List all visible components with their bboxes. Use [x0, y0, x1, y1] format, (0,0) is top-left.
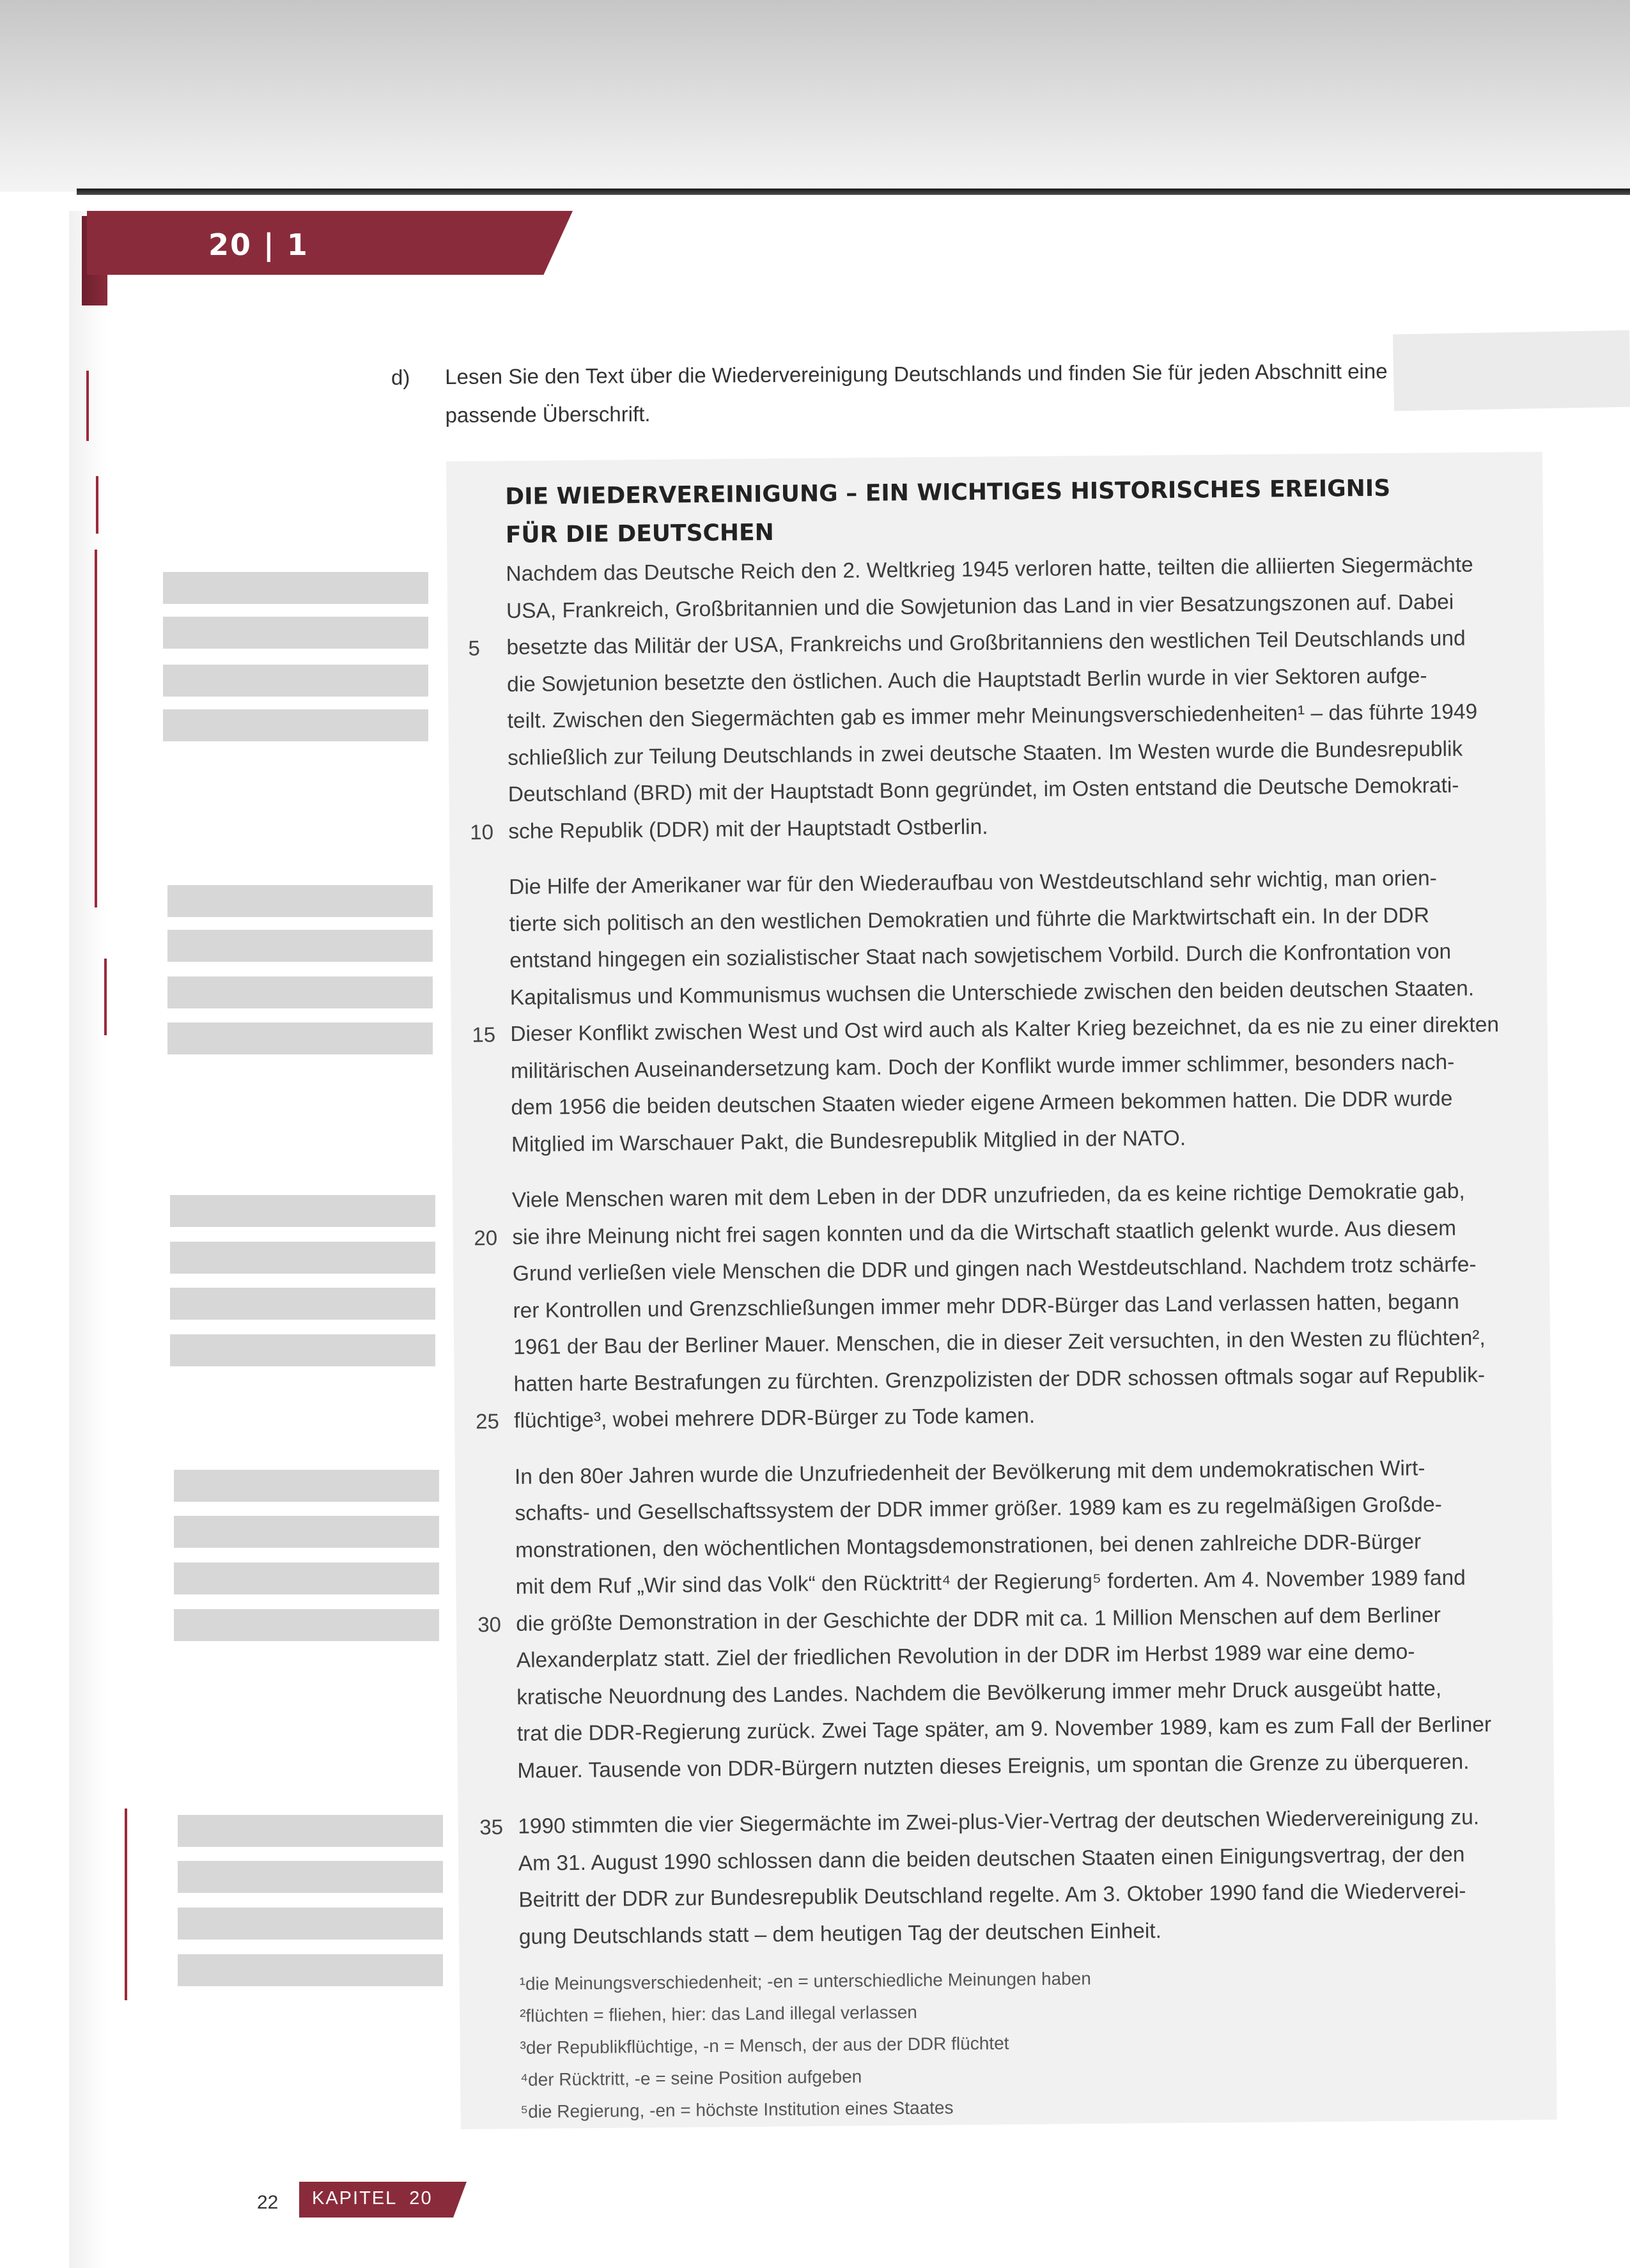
heading-answer-bar [167, 930, 433, 962]
text-line: gung Deutschlands statt – dem heutigen Tag der deutschen Einheit. [518, 1918, 1162, 1949]
text-line: Nachdem das Deutsche Reich den 2. Weltkrieg 1945 verloren hatte, teilten die alliierten Siegermächte [506, 553, 1473, 586]
heading-answer-bar [174, 1516, 439, 1548]
text-line: entstand hingegen ein sozialistischer Staat nach sowjetischem Vorbild. Durch die Konfrontation von [509, 939, 1452, 973]
article-title-line: FÜR DIE DEUTSCHEN [505, 519, 774, 548]
text-line: die Sowjetunion besetzte den östlichen. Auch die Hauptstadt Berlin wurde in vier Sektoren aufge- [506, 663, 1427, 697]
text-line: Alexanderplatz statt. Ziel der friedlichen Revolution in der DDR im Herbst 1989 war eine demo- [516, 1640, 1415, 1672]
text-line: rer Kontrollen und Grenzschließungen immer mehr DDR-Bürger das Land verlassen hatten, begann [513, 1290, 1459, 1323]
line-number: 15 [472, 1022, 496, 1047]
paragraph-4 [477, 1449, 1515, 1789]
task-label: d) [391, 366, 410, 389]
footnotes [519, 1959, 1517, 2128]
text-line: Grund verließen viele Menschen die DDR und gingen nach Westdeutschland. Nachdem trotz schärfe- [512, 1253, 1477, 1286]
margin-mark [125, 1809, 127, 2000]
heading-answer-bar [178, 1861, 443, 1893]
text-line: 30 die größte Demonstration in der Geschichte der DDR mit ca. 1 Million Menschen auf dem Berliner [516, 1596, 1513, 1642]
heading-answer-bar [163, 617, 428, 649]
text-line: 1961 der Bau der Berliner Mauer. Menschen, die in dieser Zeit versuchten, in den Westen zu flüchten², [513, 1326, 1486, 1359]
heading-answer-bar [170, 1334, 435, 1366]
text-line: militärischen Auseinandersetzung kam. Doch der Konflikt wurde immer schlimmer, besonders nach- [510, 1050, 1455, 1083]
text-line: USA, Frankreich, Großbritannien und die Sowjetunion das Land in vier Besatzungszonen auf. Dabei [506, 590, 1454, 623]
heading-answer-bar [163, 665, 428, 697]
heading-answer-bar [167, 1022, 433, 1054]
paragraph-2 [472, 860, 1509, 1163]
margin-mark [86, 371, 89, 441]
margin-mark [104, 959, 107, 1035]
line-number: 20 [474, 1225, 498, 1250]
text-line: Mauer. Tausende von DDR-Bürgern nutzten dieses Ereignis, um spontan die Grenze zu überqueren. [517, 1750, 1470, 1783]
heading-answer-bar [170, 1195, 435, 1227]
chapter-section-number: 20 | 1 [208, 228, 309, 262]
footnote: ⁴der Rücktritt, -e = seine Position aufgeben [520, 2066, 862, 2090]
line-number: 30 [477, 1612, 502, 1636]
line-number: 10 [470, 819, 494, 844]
text-line: schließlich zur Teilung Deutschlands in zwei deutsche Staaten. Im Westen wurde die Bundesrepublik [508, 737, 1463, 770]
heading-answer-bar [174, 1470, 439, 1502]
text-line: 5 besetzte das Militär der USA, Frankreichs und Großbritanniens den westlichen Teil Deutschlands und [506, 620, 1503, 666]
line-number: 5 [468, 636, 481, 660]
text-line: teilt. Zwischen den Siegermächten gab es immer mehr Meinungsverschiedenheiten¹ – das führte 1949 [507, 700, 1478, 733]
footnote: ⁵die Regierung, -en = höchste Institution eines Staates [520, 2097, 954, 2122]
text-line: tierte sich politisch an den westlichen Demokratien und führte die Marktwirtschaft ein. In der DDR [509, 903, 1430, 936]
heading-answer-bar [167, 976, 433, 1008]
chapter-banner [87, 211, 573, 275]
text-line: Beitritt der DDR zur Bundesrepublik Deutschland regelte. Am 3. Oktober 1990 fand die Wiederverei- [518, 1879, 1466, 1912]
text-line: mit dem Ruf „Wir sind das Volk“ den Rücktritt⁴ der Regierung⁵ forderten. Am 4. November 1989 fand [515, 1566, 1466, 1599]
heading-answer-bar [178, 1815, 443, 1847]
chapter-tab-label: KAPITEL 20 [312, 2188, 433, 2209]
footnote: ³der Republikflüchtige, -n = Mensch, der aus der DDR flüchtet [520, 2033, 1009, 2058]
text-line: monstrationen, den wöchentlichen Montagsdemonstrationen, bei denen zahlreiche DDR-Bürger [515, 1529, 1422, 1562]
article-title-line: DIE WIEDERVEREINIGUNG – EIN WICHTIGES HISTORISCHES EREIGNIS [505, 475, 1391, 510]
text-line: Viele Menschen waren mit dem Leben in der DDR unzufrieden, da es keine richtige Demokratie gab, [511, 1179, 1465, 1212]
text-line: Mitglied im Warschauer Pakt, die Bundesrepublik Mitglied in der NATO. [511, 1126, 1186, 1157]
line-number: 25 [475, 1409, 500, 1433]
paragraph-3 [474, 1173, 1512, 1439]
heading-answer-bar [163, 572, 428, 604]
paragraph-1 [468, 546, 1505, 850]
heading-answer-bar [170, 1288, 435, 1320]
binding-gutter [69, 211, 107, 2268]
text-line: Die Hilfe der Amerikaner war für den Wiederaufbau von Westdeutschland sehr wichtig, man orien- [508, 867, 1438, 899]
line-number: 35 [479, 1815, 504, 1839]
footnote: ¹die Meinungsverschiedenheit; -en = unterschiedliche Meinungen haben [519, 1968, 1091, 1994]
text-line: Am 31. August 1990 schlossen dann die beiden deutschen Staaten einen Einigungsvertrag, der den [518, 1842, 1465, 1876]
margin-mark [96, 476, 98, 534]
text-line: hatten harte Bestrafungen zu fürchten. Grenzpolizisten der DDR schossen oftmals sogar auf Republik- [513, 1362, 1486, 1396]
text-line: 10 sche Republik (DDR) mit der Hauptstadt Ostberlin. [508, 804, 1505, 850]
text-line: 15 Dieser Konflikt zwischen West und Ost wird auch als Kalter Krieg bezeichnet, da es nie zu einer direkten [510, 1007, 1507, 1053]
show-through-shadow [1393, 330, 1630, 411]
heading-answer-bar [178, 1954, 443, 1986]
text-line: 25 flüchtige³, wobei mehrere DDR-Bürger zu Tode kamen. [514, 1393, 1511, 1439]
footnote: ²flüchten = fliehen, hier: das Land illegal verlassen [519, 2002, 918, 2026]
margin-mark [95, 550, 97, 907]
text-line: dem 1956 die beiden deutschen Staaten wieder eigene Armeen bekommen hatten. Die DDR wurde [511, 1086, 1453, 1120]
heading-answer-bar [174, 1609, 439, 1641]
text-line: 35 1990 stimmten die vier Siegermächte im Zwei-plus-Vier-Vertrag der deutschen Wiedervereinigung zu. [518, 1799, 1515, 1845]
heading-answer-bar [167, 885, 433, 917]
article [468, 468, 1518, 2128]
text-line: Kapitalismus und Kommunismus wuchsen die Unterschiede zwischen den beiden deutschen Staaten. [509, 976, 1475, 1010]
scan-shadow [0, 0, 1630, 192]
page-number: 22 [257, 2192, 279, 2213]
task-instruction: Lesen Sie den Text über die Wiedervereinigung Deutschlands und finden Sie für jeden Abschnitt eine passende Überschrift. [445, 359, 1388, 427]
article-title [505, 468, 1503, 555]
text-line: In den 80er Jahren wurde die Unzufriedenheit der Bevölkerung mit dem undemokratischen Wirt- [514, 1456, 1425, 1489]
heading-answer-bar [163, 709, 428, 741]
heading-answer-bar [174, 1562, 439, 1594]
text-line: schafts- und Gesellschaftssystem der DDR immer größer. 1989 kam es zu regelmäßigen Großde- [515, 1493, 1443, 1525]
heading-answer-bar [170, 1242, 435, 1274]
text-line: Deutschland (BRD) mit der Hauptstadt Bonn gegründet, im Osten entstand die Deutsche Demokrati- [508, 773, 1459, 806]
heading-answer-bar [178, 1908, 443, 1940]
text-line: trat die DDR-Regierung zurück. Zwei Tage später, am 9. November 1989, kam es zum Fall der Berliner [516, 1713, 1492, 1746]
text-line: 20 sie ihre Meinung nicht frei sagen konnten und da die Wirtschaft staatlich gelenkt wurde. Aus diesem [512, 1209, 1509, 1255]
text-line: kratische Neuordnung des Landes. Nachdem die Bevölkerung immer mehr Druck ausgeübt hatte, [516, 1676, 1442, 1709]
paragraph-5 [479, 1799, 1516, 1956]
